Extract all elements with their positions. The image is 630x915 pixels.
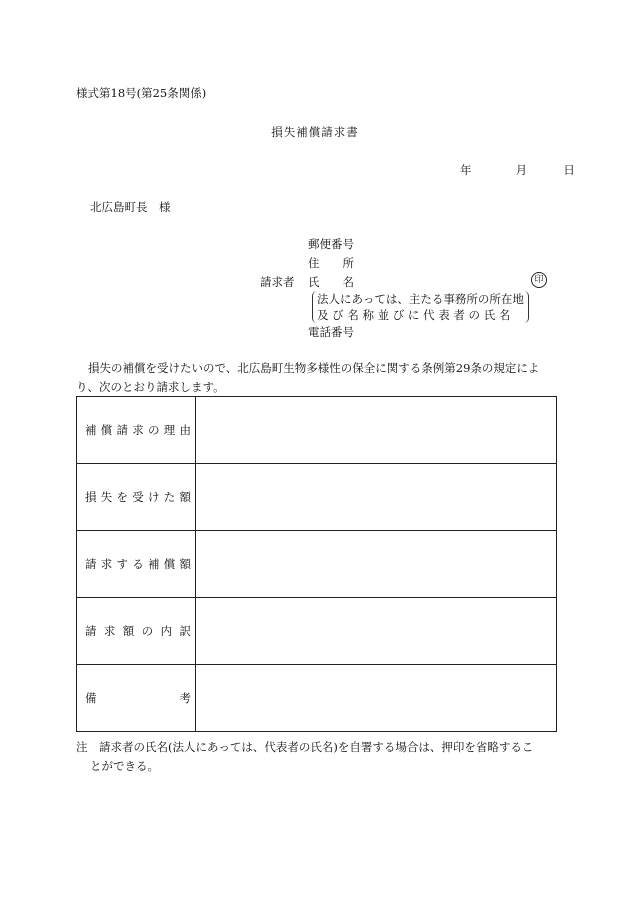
- row-value-loss-amount[interactable]: [196, 464, 557, 531]
- label-text: [85, 422, 191, 438]
- label-char: 損: [85, 490, 97, 504]
- label-text: [85, 690, 191, 706]
- row-label-remarks: [77, 665, 196, 732]
- label-char: 訳: [179, 624, 191, 638]
- label-char: 請: [85, 624, 97, 638]
- footnote-line1: 注 請求者の氏名(法人にあっては、代表者の氏名)を自署する場合は、押印を省略するこ: [76, 740, 534, 754]
- footnote: [76, 738, 558, 776]
- row-label-reason: [77, 397, 196, 464]
- label-text: [85, 623, 191, 639]
- name-field[interactable]: 氏 名: [308, 275, 354, 289]
- corporate-note-line2: 及 び 名 称 並 び に 代 表 者 の 氏 名: [317, 308, 511, 322]
- corporate-note: [312, 291, 529, 323]
- label-text: [85, 489, 191, 505]
- label-char: 償: [163, 557, 176, 571]
- label-char: の: [148, 423, 160, 437]
- label-char: た: [163, 490, 176, 504]
- label-char: の: [141, 624, 154, 638]
- table-row: [77, 598, 557, 665]
- label-char: 失: [100, 490, 113, 504]
- form-number: 様式第18号(第25条関係): [76, 86, 207, 100]
- label-char: け: [148, 490, 160, 504]
- table-row: [77, 464, 557, 531]
- row-value-reason[interactable]: [196, 397, 557, 464]
- address-field[interactable]: 住 所: [308, 256, 354, 270]
- label-char: 求: [103, 624, 116, 638]
- footnote-line2: とができる。: [90, 759, 159, 773]
- label-char: 額: [179, 557, 191, 571]
- label-char: 補: [148, 557, 160, 571]
- row-label-loss-amount: [77, 464, 196, 531]
- label-char: 考: [179, 691, 191, 705]
- label-char: 求: [132, 423, 144, 437]
- table-row: [77, 397, 557, 464]
- row-label-claim-amount: [77, 531, 196, 598]
- label-char: 額: [122, 624, 135, 638]
- label-char: 内: [160, 624, 173, 638]
- row-value-claim-amount[interactable]: [196, 531, 557, 598]
- postal-code-field[interactable]: 郵便番号: [308, 237, 354, 251]
- addressee: 北広島町長 様: [90, 200, 171, 214]
- row-value-breakdown[interactable]: [196, 598, 557, 665]
- label-char: る: [132, 557, 144, 571]
- label-char: 受: [132, 490, 144, 504]
- intro-text: 損失の補償を受けたいので、北広島町生物多様性の保全に関する条例第29条の規定により、次のとおり請求します。: [76, 361, 540, 394]
- label-char: す: [116, 557, 128, 571]
- label-char: 請: [85, 557, 97, 571]
- label-char: 額: [179, 490, 191, 504]
- year-label: 年: [460, 163, 472, 177]
- row-value-remarks[interactable]: [196, 665, 557, 732]
- label-char: 補: [85, 423, 97, 437]
- label-char: 理: [163, 423, 176, 437]
- phone-field[interactable]: 電話番号: [308, 325, 354, 339]
- label-char: 由: [179, 423, 191, 437]
- table-row: [77, 665, 557, 732]
- day-label: 日: [563, 163, 575, 177]
- label-char: 請: [116, 423, 128, 437]
- applicant-label: 請求者: [260, 275, 295, 289]
- seal-mark: 印: [531, 272, 547, 288]
- label-char: 備: [85, 691, 97, 705]
- label-char: 償: [100, 423, 113, 437]
- label-char: 求: [100, 557, 113, 571]
- label-char: を: [116, 490, 128, 504]
- corporate-note-line1: 法人にあっては、主たる事務所の所在地: [317, 292, 524, 306]
- document-title: 損失補償請求書: [271, 125, 359, 139]
- date-row: [460, 162, 575, 178]
- label-text: [85, 556, 191, 572]
- row-label-breakdown: [77, 598, 196, 665]
- month-label: 月: [515, 163, 528, 177]
- table-row: [77, 531, 557, 598]
- claim-table: [76, 396, 557, 732]
